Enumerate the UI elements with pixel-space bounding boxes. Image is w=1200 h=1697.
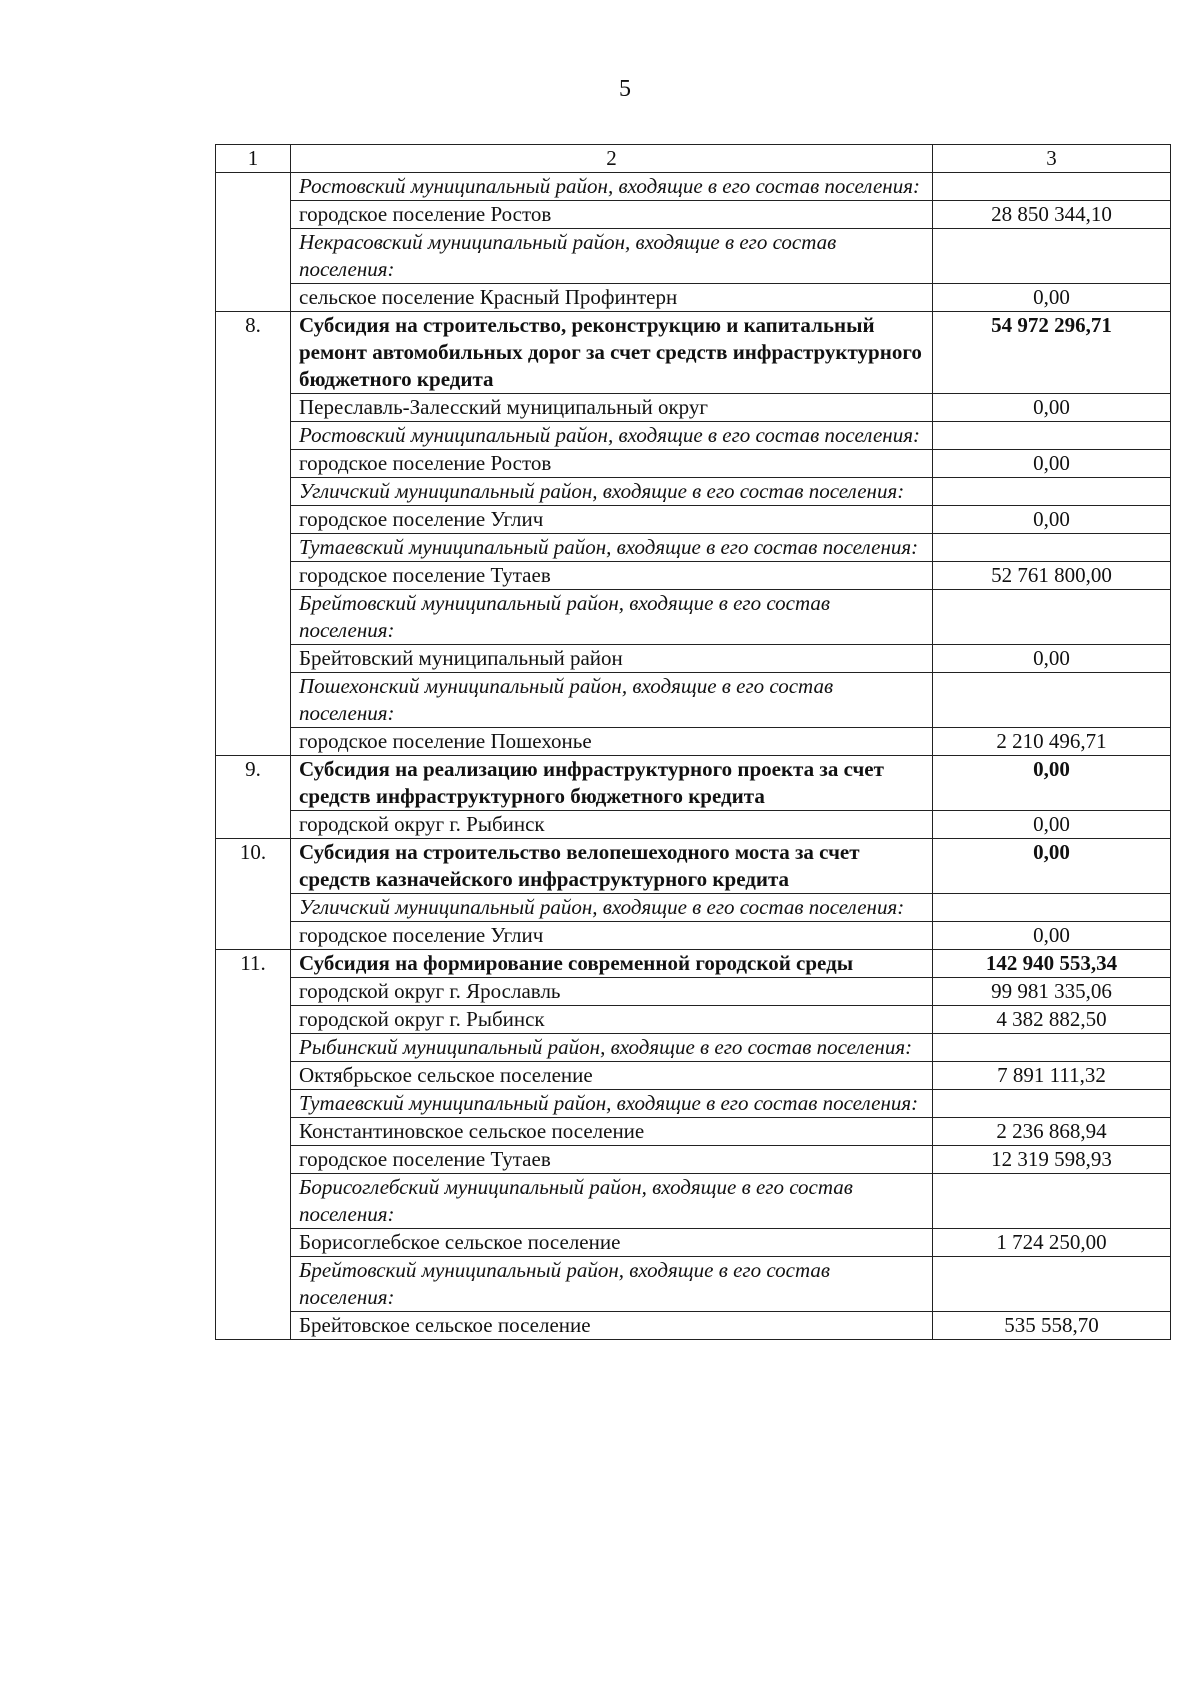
recipient-name: городское поселение Углич [291, 922, 933, 950]
table-row [216, 201, 1171, 229]
amount: 0,00 [933, 922, 1171, 950]
group-row [216, 229, 1171, 284]
subsidy-total-amount: 0,00 [933, 839, 1171, 894]
subsidy-title: Субсидия на реализацию инфраструктурного проекта за счет средств инфраструктурного бюджетного кредита [291, 756, 933, 811]
amount: 28 850 344,10 [933, 201, 1171, 229]
section-number: 8. [216, 312, 291, 756]
group-row [216, 173, 1171, 201]
district-heading: Ростовский муниципальный район, входящие в его состав поселения: [291, 173, 933, 201]
amount [933, 478, 1171, 506]
subsidy-table [215, 144, 1171, 1340]
amount: 0,00 [933, 645, 1171, 673]
group-row [216, 1257, 1171, 1312]
table-row [216, 394, 1171, 422]
table-header-row [216, 145, 1171, 173]
subsidy-row [216, 756, 1171, 811]
table-row [216, 506, 1171, 534]
amount: 2 210 496,71 [933, 728, 1171, 756]
district-heading: Рыбинский муниципальный район, входящие в его состав поселения: [291, 1034, 933, 1062]
group-row [216, 478, 1171, 506]
table-row [216, 1312, 1171, 1340]
amount [933, 229, 1171, 284]
amount [933, 1174, 1171, 1229]
group-row [216, 590, 1171, 645]
subsidy-title: Субсидия на строительство, реконструкцию и капитальный ремонт автомобильных дорог за счет средств инфраструктурного бюджетного кредита [291, 312, 933, 394]
table-row [216, 450, 1171, 478]
district-heading: Борисоглебский муниципальный район, входящие в его состав поселения: [291, 1174, 933, 1229]
amount: 52 761 800,00 [933, 562, 1171, 590]
table-row [216, 562, 1171, 590]
amount: 7 891 111,32 [933, 1062, 1171, 1090]
amount: 0,00 [933, 284, 1171, 312]
recipient-name: городское поселение Ростов [291, 450, 933, 478]
section-number: 10. [216, 839, 291, 950]
recipient-name: Борисоглебское сельское поселение [291, 1229, 933, 1257]
table-row [216, 645, 1171, 673]
table-row [216, 728, 1171, 756]
recipient-name: городское поселение Ростов [291, 201, 933, 229]
recipient-name: городское поселение Пошехонье [291, 728, 933, 756]
amount: 535 558,70 [933, 1312, 1171, 1340]
amount: 1 724 250,00 [933, 1229, 1171, 1257]
amount: 0,00 [933, 394, 1171, 422]
recipient-name: Константиновское сельское поселение [291, 1118, 933, 1146]
table-row [216, 284, 1171, 312]
district-heading: Тутаевский муниципальный район, входящие в его состав поселения: [291, 1090, 933, 1118]
amount [933, 173, 1171, 201]
table-row [216, 811, 1171, 839]
recipient-name: городское поселение Тутаев [291, 562, 933, 590]
recipient-name: городской округ г. Ярославль [291, 978, 933, 1006]
recipient-name: сельское поселение Красный Профинтерн [291, 284, 933, 312]
subsidy-title: Субсидия на формирование современной городской среды [291, 950, 933, 978]
amount [933, 1034, 1171, 1062]
subsidy-row [216, 839, 1171, 894]
table-row [216, 1062, 1171, 1090]
district-heading: Угличский муниципальный район, входящие в его состав поселения: [291, 478, 933, 506]
table-row [216, 978, 1171, 1006]
header-col-3: 3 [933, 145, 1171, 173]
district-heading: Некрасовский муниципальный район, входящие в его состав поселения: [291, 229, 933, 284]
group-row [216, 673, 1171, 728]
table-row [216, 1229, 1171, 1257]
group-row [216, 1034, 1171, 1062]
subsidy-title: Субсидия на строительство велопешеходного моста за счет средств казначейского инфраструктурного кредита [291, 839, 933, 894]
recipient-name: Переславль-Залесский муниципальный округ [291, 394, 933, 422]
section-number [216, 173, 291, 312]
recipient-name: Брейтовское сельское поселение [291, 1312, 933, 1340]
recipient-name: городское поселение Тутаев [291, 1146, 933, 1174]
section-number: 11. [216, 950, 291, 1340]
amount [933, 590, 1171, 645]
recipient-name: Брейтовский муниципальный район [291, 645, 933, 673]
page-number: 5 [619, 76, 631, 102]
table-row [216, 1006, 1171, 1034]
district-heading: Пошехонский муниципальный район, входящие в его состав поселения: [291, 673, 933, 728]
district-heading: Брейтовский муниципальный район, входящие в его состав поселения: [291, 1257, 933, 1312]
amount [933, 1257, 1171, 1312]
subsidy-total-amount: 54 972 296,71 [933, 312, 1171, 394]
amount [933, 422, 1171, 450]
group-row [216, 1174, 1171, 1229]
group-row [216, 534, 1171, 562]
header-col-1: 1 [216, 145, 291, 173]
amount: 0,00 [933, 506, 1171, 534]
section-number: 9. [216, 756, 291, 839]
amount: 99 981 335,06 [933, 978, 1171, 1006]
amount [933, 673, 1171, 728]
table-row [216, 1118, 1171, 1146]
group-row [216, 894, 1171, 922]
table-row [216, 922, 1171, 950]
district-heading: Ростовский муниципальный район, входящие в его состав поселения: [291, 422, 933, 450]
table-row [216, 1146, 1171, 1174]
recipient-name: Октябрьское сельское поселение [291, 1062, 933, 1090]
amount: 12 319 598,93 [933, 1146, 1171, 1174]
subsidy-total-amount: 0,00 [933, 756, 1171, 811]
amount: 0,00 [933, 811, 1171, 839]
amount: 0,00 [933, 450, 1171, 478]
recipient-name: городской округ г. Рыбинск [291, 1006, 933, 1034]
district-heading: Угличский муниципальный район, входящие в его состав поселения: [291, 894, 933, 922]
recipient-name: городское поселение Углич [291, 506, 933, 534]
district-heading: Тутаевский муниципальный район, входящие в его состав поселения: [291, 534, 933, 562]
amount [933, 1090, 1171, 1118]
district-heading: Брейтовский муниципальный район, входящие в его состав поселения: [291, 590, 933, 645]
header-col-2: 2 [291, 145, 933, 173]
group-row [216, 1090, 1171, 1118]
group-row [216, 422, 1171, 450]
amount: 2 236 868,94 [933, 1118, 1171, 1146]
subsidy-row [216, 950, 1171, 978]
amount [933, 534, 1171, 562]
recipient-name: городской округ г. Рыбинск [291, 811, 933, 839]
subsidy-row [216, 312, 1171, 394]
subsidy-total-amount: 142 940 553,34 [933, 950, 1171, 978]
amount: 4 382 882,50 [933, 1006, 1171, 1034]
amount [933, 894, 1171, 922]
